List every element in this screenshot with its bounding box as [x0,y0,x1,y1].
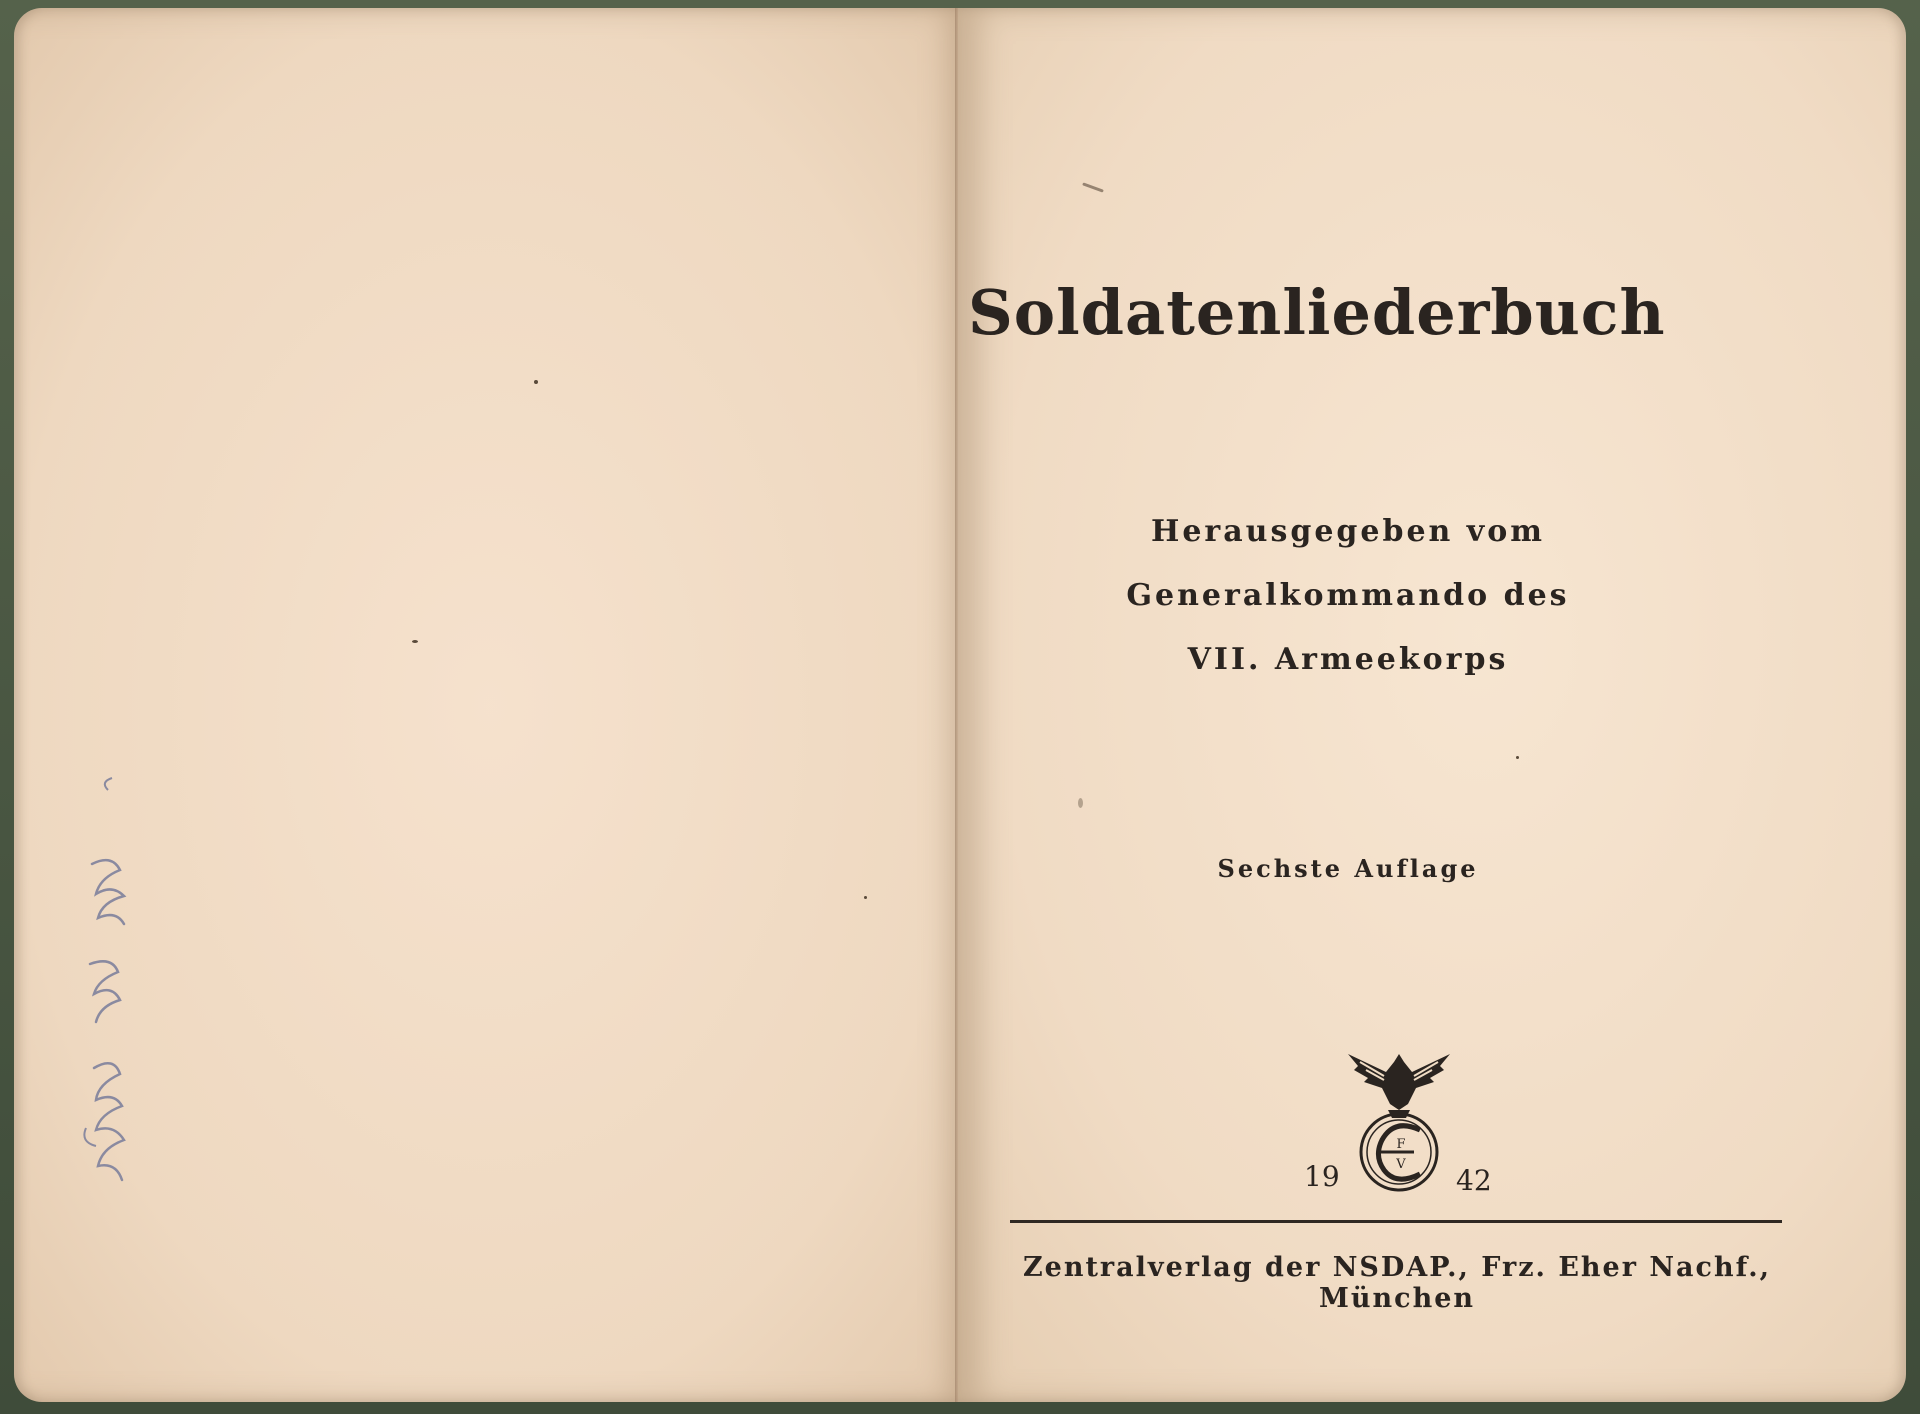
imprint-rule [1010,1220,1782,1223]
pencil-handwriting-scribble [72,768,152,1238]
title-page [958,8,1906,1402]
left-page [14,8,966,1402]
emblem-letter-v: V [1396,1157,1406,1172]
year-right: 42 [1456,1164,1492,1197]
emblem-letter-f: F [1396,1137,1406,1152]
publisher-line-3: VII. Armeekorps [1187,642,1509,677]
publisher-line-2: Generalkommando des [1126,578,1570,613]
edition-label: Sechste Auflage [1217,854,1479,883]
publisher-line-1: Herausgegeben vom [1150,514,1545,549]
eagle-publisher-mark-icon [1344,1048,1454,1198]
publisher-imprint: Zentralverlag der NSDAP., Frz. Eher Nachf., München [1022,1252,1772,1314]
book-title: Soldatenliederbuch [968,276,1666,349]
year-left: 19 [1304,1160,1340,1193]
